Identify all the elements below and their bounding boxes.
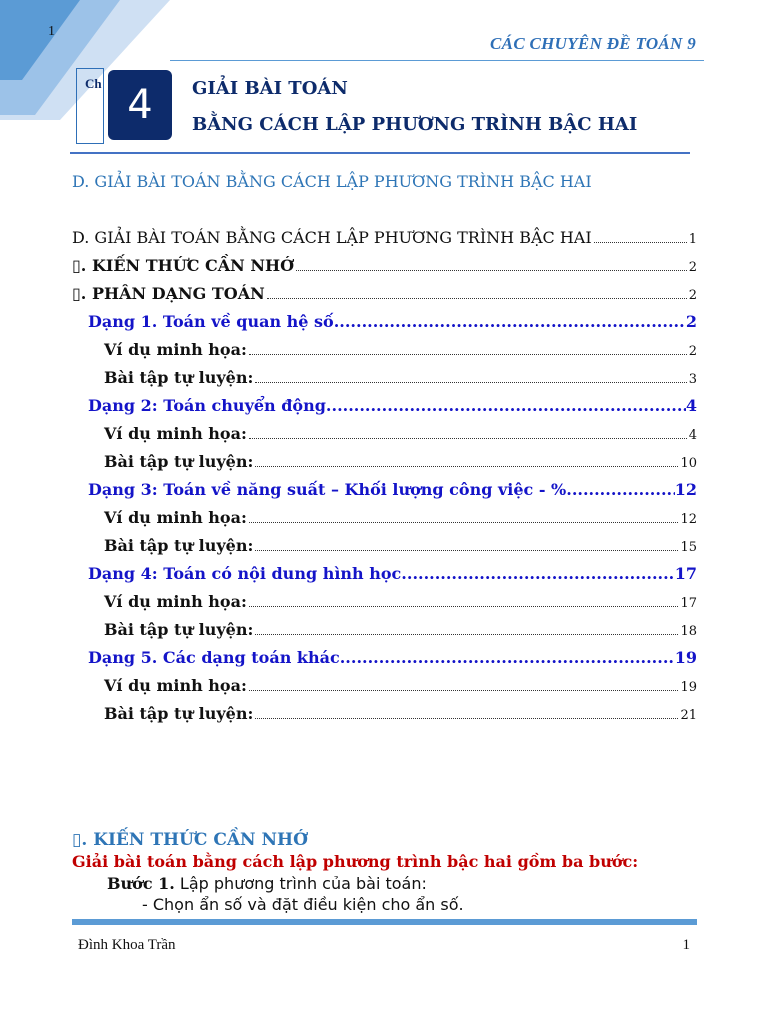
toc-entry[interactable] bbox=[72, 368, 697, 396]
step-1-label: Bước 1. bbox=[107, 874, 175, 893]
toc-entry[interactable] bbox=[72, 592, 697, 620]
toc-entry-page: 17 bbox=[680, 596, 697, 611]
toc-entry-page: 12 bbox=[680, 512, 697, 527]
section-heading: D. GIẢI BÀI TOÁN BẰNG CÁCH LẬP PHƯƠNG TRÌNH BẬC HAI bbox=[72, 172, 592, 191]
footer-page-number: 1 bbox=[682, 937, 690, 953]
footer-rule bbox=[72, 919, 697, 925]
toc-entry-page: 17 bbox=[674, 564, 697, 583]
chapter-title-line2: BẰNG CÁCH LẬP PHƯƠNG TRÌNH BẬC HAI bbox=[192, 114, 638, 135]
toc-leader-dots bbox=[255, 718, 678, 719]
toc-entry-label: Dạng 4: Toán có nội dung hình học bbox=[88, 564, 402, 583]
page-number-top: 1 bbox=[48, 24, 55, 39]
toc-leader-dots bbox=[594, 242, 687, 243]
toc-entry[interactable] bbox=[72, 284, 697, 312]
toc-leader-dots bbox=[255, 550, 678, 551]
toc-entry[interactable] bbox=[72, 536, 697, 564]
toc-entry-page: 18 bbox=[680, 624, 697, 639]
toc-leader-dots bbox=[255, 634, 678, 635]
toc-entry[interactable] bbox=[72, 620, 697, 648]
intro-text: Giải bài toán bằng cách lập phương trình bậc hai gồm ba bước: bbox=[72, 852, 639, 871]
toc-entry-page: 10 bbox=[680, 456, 697, 471]
toc-entry-label: Bài tập tự luyện: bbox=[104, 620, 254, 639]
toc-leader-dots bbox=[249, 690, 679, 691]
toc-entry[interactable] bbox=[72, 424, 697, 452]
toc-entry-label: Dạng 3: Toán về năng suất – Khối lượng công việc - % bbox=[88, 480, 567, 499]
toc-entry[interactable] bbox=[72, 340, 697, 368]
toc-leader-dots bbox=[249, 522, 679, 523]
kien-thuc-heading: ▯. KIẾN THỨC CẦN NHỚ bbox=[72, 830, 308, 850]
toc-leader-dots bbox=[249, 606, 679, 607]
toc-leader-dots bbox=[334, 312, 686, 331]
toc-entry[interactable] bbox=[72, 564, 697, 592]
toc-entry-page: 2 bbox=[688, 260, 697, 275]
toc-entry-label: D. GIẢI BÀI TOÁN BẰNG CÁCH LẬP PHƯƠNG TRÌNH BẬC HAI bbox=[72, 228, 592, 247]
toc-entry-label: Ví dụ minh họa: bbox=[104, 592, 247, 611]
toc-entry[interactable] bbox=[72, 312, 697, 340]
toc-entry-page: 4 bbox=[685, 396, 697, 415]
toc-leader-dots bbox=[296, 270, 687, 271]
footer-author: Đình Khoa Trần bbox=[78, 937, 176, 953]
toc-entry-page: 2 bbox=[688, 344, 697, 359]
step-1-text: Lập phương trình của bài toán: bbox=[174, 874, 427, 893]
toc-entry-label: Bài tập tự luyện: bbox=[104, 536, 254, 555]
toc-entry-page: 19 bbox=[680, 680, 697, 695]
chapter-word: Ch bbox=[85, 76, 102, 91]
toc-leader-dots bbox=[401, 564, 674, 583]
toc-entry-label: Dạng 5. Các dạng toán khác bbox=[88, 648, 340, 667]
toc-leader-dots bbox=[249, 354, 687, 355]
toc-entry-label: Ví dụ minh họa: bbox=[104, 340, 247, 359]
toc-entry[interactable] bbox=[72, 676, 697, 704]
table-of-contents bbox=[72, 228, 697, 732]
toc-entry-page: 1 bbox=[688, 232, 697, 247]
toc-entry-label: Ví dụ minh họa: bbox=[104, 508, 247, 527]
header-rule bbox=[170, 60, 704, 61]
toc-entry[interactable] bbox=[72, 704, 697, 732]
toc-entry[interactable] bbox=[72, 452, 697, 480]
toc-entry-label: Dạng 2: Toán chuyển động bbox=[88, 396, 326, 415]
title-rule bbox=[70, 152, 690, 154]
toc-entry[interactable] bbox=[72, 256, 697, 284]
toc-entry-page: 21 bbox=[680, 708, 697, 723]
chapter-number-badge: 4 bbox=[108, 70, 172, 140]
toc-leader-dots bbox=[249, 438, 687, 439]
toc-leader-dots bbox=[255, 466, 678, 467]
step-1-sub: - Chọn ẩn số và đặt điều kiện cho ẩn số. bbox=[142, 895, 464, 914]
toc-entry[interactable] bbox=[72, 396, 697, 424]
step-1 bbox=[107, 874, 427, 893]
toc-leader-dots bbox=[267, 298, 687, 299]
toc-entry[interactable] bbox=[72, 508, 697, 536]
toc-entry-page: 19 bbox=[674, 648, 697, 667]
toc-entry[interactable] bbox=[72, 480, 697, 508]
toc-entry-label: Ví dụ minh họa: bbox=[104, 424, 247, 443]
toc-entry-page: 2 bbox=[688, 288, 697, 303]
toc-leader-dots bbox=[566, 480, 674, 499]
toc-entry-page: 12 bbox=[674, 480, 697, 499]
toc-entry-label: Ví dụ minh họa: bbox=[104, 676, 247, 695]
toc-leader-dots bbox=[340, 648, 675, 667]
toc-entry-page: 3 bbox=[688, 372, 697, 387]
toc-entry-label: Dạng 1. Toán về quan hệ số bbox=[88, 312, 334, 331]
toc-entry-page: 4 bbox=[688, 428, 697, 443]
toc-entry-label: Bài tập tự luyện: bbox=[104, 452, 254, 471]
toc-entry[interactable] bbox=[72, 228, 697, 256]
series-title: CÁC CHUYÊN ĐỀ TOÁN 9 bbox=[490, 34, 696, 53]
toc-leader-dots bbox=[326, 396, 686, 415]
toc-entry-label: ▯. KIẾN THỨC CẦN NHỚ bbox=[72, 256, 295, 275]
toc-entry[interactable] bbox=[72, 648, 697, 676]
toc-entry-label: Bài tập tự luyện: bbox=[104, 704, 254, 723]
chapter-title-line1: GIẢI BÀI TOÁN bbox=[192, 78, 348, 99]
toc-leader-dots bbox=[255, 382, 686, 383]
toc-entry-label: ▯. PHÂN DẠNG TOÁN bbox=[72, 284, 265, 303]
toc-entry-label: Bài tập tự luyện: bbox=[104, 368, 254, 387]
toc-entry-page: 2 bbox=[685, 312, 697, 331]
toc-entry-page: 15 bbox=[680, 540, 697, 555]
